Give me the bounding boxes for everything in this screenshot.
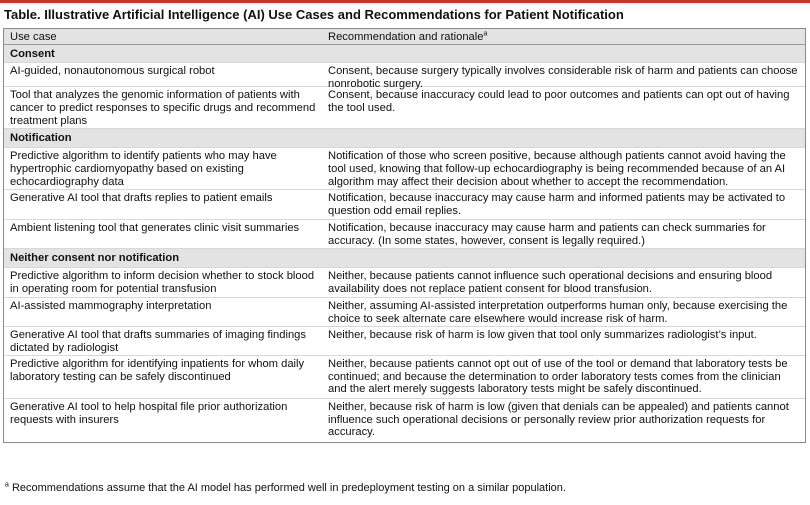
use-case-cell: AI-assisted mammography interpretation	[10, 299, 212, 312]
table-row	[4, 87, 805, 129]
recommendation-cell: Consent, because inaccuracy could lead to poor outcomes and patients can opt out of having the tool used.	[328, 89, 790, 115]
recommendation-cell: Neither, assuming AI-assisted interpretation outperforms human only, because exercising the choice to seek alternate care elsewhere would increase risk of harm.	[328, 299, 788, 325]
section-header-consent	[4, 45, 805, 64]
table-row	[4, 63, 805, 91]
header-footnote-marker: a	[483, 30, 488, 38]
table-row	[4, 268, 805, 298]
use-case-cell: AI-guided, nonautonomous surgical robot	[10, 65, 215, 78]
use-case-cell: Predictive algorithm for identifying inpatients for whom daily laboratory testing can be safely discontinued	[10, 357, 305, 383]
use-case-cell: Tool that analyzes the genomic information of patients with cancer to predict responses to specific drugs and recommend treatment plans	[10, 89, 316, 127]
section-title: Neither consent nor notification	[10, 252, 180, 265]
section-title: Notification	[10, 132, 72, 145]
use-case-cell: Predictive algorithm to identify patients who may have hypertrophic cardiomyopathy based on existing echocardiography data	[10, 150, 277, 188]
table-row	[4, 190, 805, 220]
table-row	[4, 327, 805, 356]
table-header-row	[4, 29, 805, 45]
recommendation-cell: Consent, because surgery typically involves considerable risk of harm and patients can choose nonrobotic surgery.	[328, 65, 798, 91]
header-use-case: Use case	[10, 31, 57, 43]
section-header-neither	[4, 249, 805, 268]
header-recommendation	[322, 29, 805, 44]
recommendation-cell: Neither, because risk of harm is low given that tool only summarizes radiologist’s input.	[328, 328, 757, 341]
recommendation-cell: Neither, because patients cannot influence such operational decisions and ensuring blood availability does not replace patient consent for blood transfusion.	[328, 269, 773, 295]
use-case-cell: Generative AI tool that drafts summaries of imaging findings dictated by radiologist	[10, 328, 306, 354]
recommendations-table	[3, 28, 806, 443]
table-row	[4, 148, 805, 190]
recommendation-cell: Notification, because inaccuracy may cause harm and patients can check summaries for accuracy. (In some states, however, consent is legally required.)	[328, 222, 766, 247]
footnote-text: Recommendations assume that the AI model has performed well in predeployment testing on a similar population.	[8, 482, 566, 494]
section-header-notification	[4, 129, 805, 148]
top-accent-rule	[0, 0, 810, 3]
use-case-cell: Predictive algorithm to inform decision whether to stock blood in operating room for potential transfusion	[10, 269, 315, 295]
recommendation-cell: Neither, because risk of harm is low (given that denials can be appealed) and patients cannot influence such operational decisions or personally review prior authorization requests for accuracy.	[328, 400, 789, 439]
table-title: Table. Illustrative Artificial Intelligence (AI) Use Cases and Recommendations for Patient Notification	[4, 7, 624, 22]
recommendation-cell: Notification of those who screen positive, because although patients cannot avoid having the tool used, knowing that follow-up echocardiography is being recommended because of an AI algorithm may affect their decision about whether to accept the recommendation.	[328, 150, 786, 188]
header-recommendation-label: Recommendation and rationale	[328, 31, 484, 43]
table-row	[4, 356, 805, 399]
use-case-cell: Ambient listening tool that generates clinic visit summaries	[10, 222, 300, 235]
recommendation-cell: Notification, because inaccuracy may cause harm and informed patients may be activated to question odd email replies.	[328, 192, 786, 217]
table-footnote	[5, 482, 566, 494]
table-row	[4, 298, 805, 327]
recommendation-cell: Neither, because patients cannot opt out of use of the tool or demand that laboratory tests be continued; and because the determination to order laboratory tests comes from the clinician and the alert merely suggests laboratory tests might be safely discontinued.	[328, 357, 788, 396]
use-case-cell: Generative AI tool that drafts replies to patient emails	[10, 192, 273, 205]
use-case-cell: Generative AI tool to help hospital file prior authorization requests with insurers	[10, 400, 288, 426]
table-row	[4, 399, 805, 442]
table-row	[4, 220, 805, 249]
footnote-marker: a	[5, 481, 9, 489]
section-title: Consent	[10, 47, 55, 60]
